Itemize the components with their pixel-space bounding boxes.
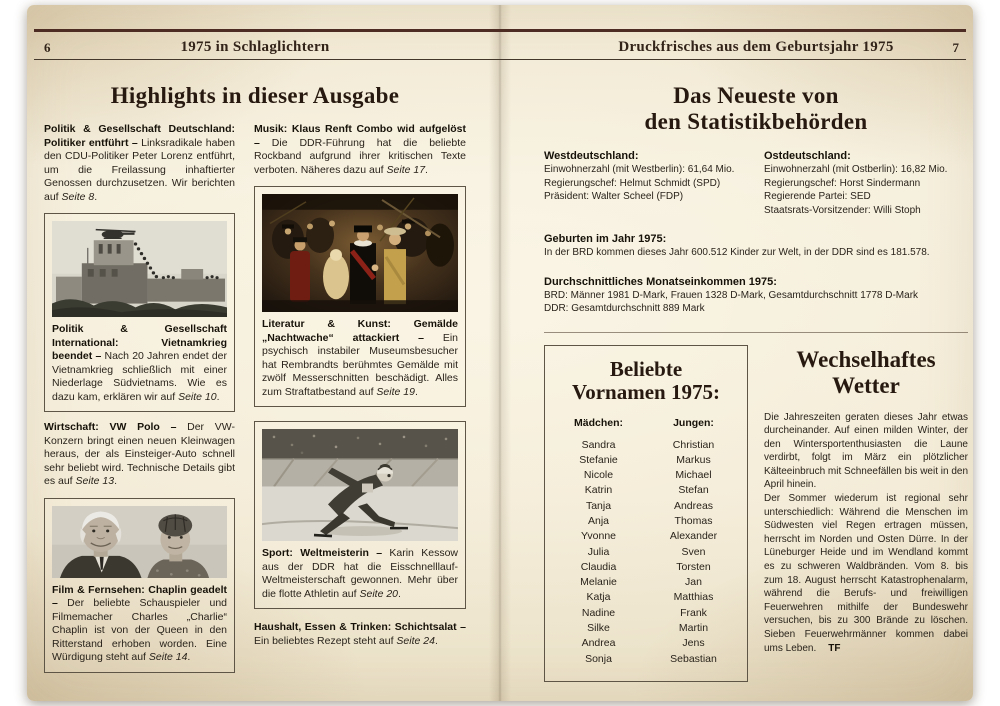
boy-name: Sven bbox=[681, 545, 706, 558]
title-line-1: Das Neueste von bbox=[673, 83, 839, 108]
boy-name: Jan bbox=[685, 576, 702, 589]
title-line-2: den Statistikbehörden bbox=[644, 109, 868, 134]
article-label: Politik & Gesellschaft Deutschland: Politiker entführt – bbox=[44, 123, 235, 149]
stats-west-title: Westdeutschland: bbox=[544, 150, 639, 162]
weather-paragraph-2 bbox=[764, 492, 968, 655]
saigon-helicopter-evacuation-photo bbox=[52, 221, 227, 317]
girl-name: Melanie bbox=[580, 576, 617, 589]
stats-east-germany bbox=[764, 149, 968, 217]
names-box-title bbox=[551, 358, 741, 404]
article-body: Der beliebte Schauspieler und Filmemacher Charles „Charlie“ Chaplin ist von der Queen in den Ritterstand erhoben worden. Eine Würdigung steht auf bbox=[52, 597, 227, 663]
girl-name: Anja bbox=[587, 514, 609, 527]
stat-line: Regierende Partei: SED bbox=[764, 191, 871, 202]
page-reference: Seite 13 bbox=[75, 475, 115, 487]
article-label: Film & Fernsehen: Chaplin geadelt – bbox=[52, 583, 227, 609]
boy-name: Christian bbox=[672, 438, 715, 451]
stat-line: DDR: Gesamtdurchschnitt 889 Mark bbox=[544, 303, 705, 314]
boy-name: Sebastian bbox=[670, 652, 717, 665]
article-body: Ein beliebtes Rezept steht auf bbox=[254, 634, 397, 647]
girl-name: Sonja bbox=[585, 652, 612, 665]
page-number-left: 6 bbox=[44, 40, 51, 55]
article-box-chaplin bbox=[44, 498, 235, 673]
article-label: Haushalt, Essen & Trinken: Schichtsalat – bbox=[254, 621, 466, 633]
article-box-sport bbox=[254, 421, 466, 609]
running-header-right: Druckfrisches aus dem Geburtsjahr 1975 bbox=[618, 39, 894, 55]
boy-name: Michael bbox=[675, 469, 712, 482]
boy-name: Frank bbox=[680, 606, 707, 619]
center-fold bbox=[489, 5, 511, 701]
article-label: Sport: Weltmeisterin – bbox=[262, 547, 383, 559]
popular-names-box bbox=[544, 345, 748, 682]
boy-name: Andreas bbox=[673, 499, 714, 512]
weather-title-line-1: Wechselhaftes bbox=[796, 346, 936, 372]
section-divider bbox=[544, 332, 968, 333]
article-body: Karin Kessow aus der DDR hat die Eisschnelllauf-Weltmeisterschaft gewonnen. Mehr über die flotte Athletin auf bbox=[262, 547, 458, 600]
right-page bbox=[544, 67, 968, 682]
speed-skater-photo bbox=[262, 429, 458, 541]
girl-name: Julia bbox=[587, 545, 610, 558]
page-reference: Seite 19 bbox=[376, 385, 415, 398]
article-chaplin bbox=[52, 584, 227, 665]
article-label: Musik: Klaus Renft Combo wid aufgelöst – bbox=[254, 123, 466, 149]
header-rule bbox=[34, 59, 966, 60]
stats-west-germany bbox=[544, 149, 756, 217]
page-number-right: 7 bbox=[952, 40, 959, 55]
stat-line: Präsident: Walter Scheel (FDP) bbox=[544, 191, 684, 202]
left-column-2 bbox=[254, 123, 466, 682]
article-body: Nach 20 Jahren endet der Vietnamkrieg schließlich mit einer Niederlage Südvietnams. Wie es dazu kam, erklären wir auf bbox=[52, 350, 227, 403]
boy-name: Thomas bbox=[674, 514, 713, 527]
weather-title bbox=[764, 347, 968, 399]
stat-line: Regierungschef: Horst Sindermann bbox=[764, 177, 921, 189]
page-reference: Seite 20 bbox=[359, 587, 399, 600]
article-politiker-entfuehrt bbox=[44, 123, 235, 204]
girl-name: Nicole bbox=[583, 469, 614, 482]
boys-header: Jungen: bbox=[673, 416, 714, 429]
article-period: . bbox=[114, 475, 117, 487]
stat-line: Einwohnerzahl (mit Westberlin): 61,64 Mio. bbox=[544, 164, 735, 175]
boy-name: Jens bbox=[682, 637, 705, 650]
paper bbox=[27, 5, 973, 701]
girl-name: Andrea bbox=[581, 637, 616, 650]
weather-title-line-2: Wetter bbox=[832, 372, 900, 398]
girl-name: Katja bbox=[586, 591, 611, 604]
boy-name: Matthias bbox=[673, 591, 714, 604]
article-box-nachtwache bbox=[254, 186, 466, 407]
article-vietnamkrieg bbox=[52, 323, 227, 404]
page-reference: Seite 24 bbox=[396, 634, 435, 647]
article-sport-kessow bbox=[262, 547, 458, 601]
article-body: Die DDR-Führung hat die beliebte Rockband aufgrund ihrer kritischen Texte verboten. Näheres dazu auf bbox=[254, 136, 466, 176]
article-schichtsalat bbox=[254, 621, 466, 648]
page-reference: Seite 10 bbox=[178, 390, 217, 403]
article-box-vietnam bbox=[44, 213, 235, 412]
article-nachtwache bbox=[262, 318, 458, 399]
article-label: Wirtschaft: VW Polo – bbox=[44, 421, 177, 433]
girls-names-column bbox=[551, 416, 646, 667]
page-reference: Seite 17 bbox=[386, 163, 426, 176]
girl-name: Silke bbox=[587, 622, 610, 635]
running-header-left: 1975 in Schlaglichtern bbox=[180, 39, 330, 55]
article-period: . bbox=[434, 634, 438, 647]
article-klaus-renft bbox=[254, 123, 466, 177]
article-body: Linksradikale haben den CDU-Politiker Peter Lorenz entführt, um die Freilassung inhaftierter Genossen durchzusetzen. Wir berichten auf bbox=[44, 136, 235, 203]
article-body: Ein psychisch instabiler Museumsbesucher hat Rembrandts berühmtes Gemälde mit zwölf Messerschnitten beschädigt. Alles zum Straftatbestand auf bbox=[262, 331, 458, 398]
article-period: . bbox=[425, 163, 428, 176]
stat-line: Staatsrats-Vorsitzender: Willi Stoph bbox=[764, 204, 921, 216]
girls-header: Mädchen: bbox=[573, 416, 623, 429]
article-label: Politik & Gesellschaft International: Vietnamkrieg beendet – bbox=[52, 323, 227, 362]
article-vw-polo bbox=[44, 421, 235, 489]
stat-line: BRD: Männer 1981 D-Mark, Frauen 1328 D-Mark, Gesamtdurchschnitt 1778 D-Mark bbox=[544, 289, 919, 301]
page-reference: Seite 14 bbox=[148, 651, 188, 663]
top-rule-bar bbox=[34, 29, 966, 32]
article-body: Der VW-Konzern bringt einen neuen Kleinwagen heraus, der als Einsteiger-Auto schnell sehr beliebt wird. Technische Details gibt es auf bbox=[44, 421, 235, 487]
article-label: Literatur & Kunst: Gemälde „Nachtwache“ attackiert – bbox=[262, 318, 458, 344]
income-title: Durchschnittliches Monatseinkommen 1975: bbox=[544, 275, 777, 288]
article-period: . bbox=[414, 385, 418, 398]
income-stat bbox=[544, 275, 968, 316]
article-period: . bbox=[94, 190, 98, 203]
right-page-title bbox=[544, 83, 968, 135]
author-initials: TF bbox=[828, 642, 841, 654]
names-title-line-2: Vornamen 1975: bbox=[572, 379, 720, 404]
births-title: Geburten im Jahr 1975: bbox=[544, 233, 667, 245]
article-period: . bbox=[187, 651, 191, 663]
left-page-title: Highlights in dieser Ausgabe bbox=[110, 83, 400, 108]
boy-name: Alexander bbox=[669, 530, 718, 543]
boy-name: Stefan bbox=[678, 484, 709, 497]
girl-name: Yvonne bbox=[580, 530, 617, 543]
stat-line: Regierungschef: Helmut Schmidt (SPD) bbox=[544, 177, 721, 189]
stat-line: Einwohnerzahl (mit Ostberlin): 16,82 Mio. bbox=[764, 164, 948, 175]
weather-article bbox=[764, 345, 968, 682]
girl-name: Nadine bbox=[581, 606, 616, 619]
article-period: . bbox=[216, 390, 220, 403]
births-stat bbox=[544, 232, 968, 260]
births-text: In der BRD kommen dieses Jahr 600.512 Kinder zur Welt, in der DDR sind es 181.578. bbox=[544, 247, 930, 258]
left-page bbox=[44, 67, 466, 682]
boy-name: Markus bbox=[676, 453, 711, 466]
weather-paragraph-1: Die Jahreszeiten geraten dieses Jahr etwas durcheinander. Auf einen milden Winter, der den Wintersportenthusiasten die Laune verdirbt, folgt im März ein plötzlicher Kälteeinbruch mit Schneefällen bis weit in den April hinein. bbox=[764, 411, 969, 491]
boy-name: Torsten bbox=[676, 560, 711, 573]
nachtwache-painting bbox=[262, 194, 458, 312]
statistics-section bbox=[544, 149, 968, 217]
names-title-line-1: Beliebte bbox=[609, 356, 683, 381]
girl-name: Sandra bbox=[581, 438, 616, 451]
girl-name: Claudia bbox=[580, 560, 617, 573]
girl-name: Stefanie bbox=[579, 453, 618, 466]
chaplin-photo bbox=[52, 506, 227, 578]
left-column-1 bbox=[44, 123, 235, 682]
article-period: . bbox=[398, 587, 401, 600]
girl-name: Katrin bbox=[584, 484, 613, 497]
stats-east-title: Ostdeutschland: bbox=[764, 150, 851, 162]
boys-names-column bbox=[646, 416, 741, 667]
boy-name: Martin bbox=[678, 622, 709, 635]
weather-paragraph-2-text: Der Sommer wiederum ist regional sehr unterschiedlich: Während die Menschen im Südwesten viel Regen ertragen müssen, herrscht im Norden und Osten Dürre. In der Lüneburger Heide und im Wendland kommt es zu schweren Waldbränden. Vom 8. bis zum 18. August herrscht Katastrophenalarm, während die Berufs- und freiwilligen Feuerwehren mithilfe der Bundeswehr versuchen, bis zu 300 Brände zu löschen. Sieben Feuerwehrmänner kommen dabei ums Leben. bbox=[764, 493, 968, 654]
page-reference: Seite 8 bbox=[61, 190, 95, 203]
girl-name: Tanja bbox=[585, 499, 612, 512]
